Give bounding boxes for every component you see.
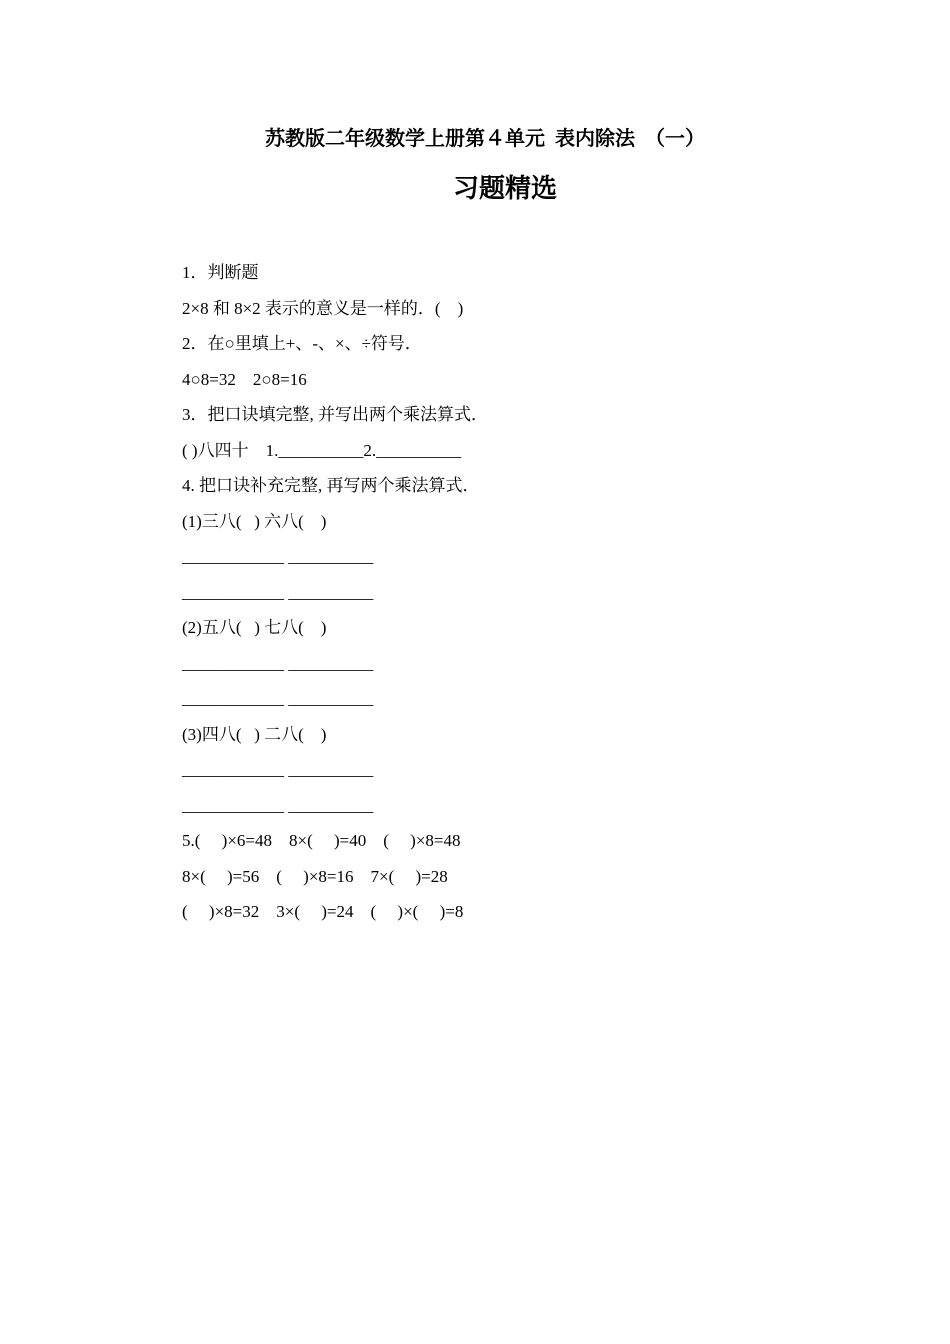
question-5-row-2: 8×( )=56 ( )×8=16 7×( )=28	[182, 866, 448, 886]
question-5-row-1: 5.( )×6=48 8×( )=40 ( )×8=48	[182, 831, 461, 850]
question-2-items: 4○8=32 2○8=16	[182, 369, 307, 389]
question-3-heading: 3．把口诀填完整, 并写出两个乘法算式．	[182, 405, 488, 424]
document-subtitle: 习题精选	[452, 174, 557, 203]
answer-blank-line: ____________ __________	[182, 653, 374, 673]
question-4-part-1: (1)三八( ) 六八( )	[182, 511, 327, 531]
answer-blank-line: ____________ __________	[182, 689, 374, 708]
question-2-heading: 2．在○里填上+、-、×、÷符号．	[182, 334, 422, 353]
question-1-statement: 2×8 和 8×2 表示的意义是一样的．( )	[182, 298, 464, 318]
question-5-row-3: ( )×8=32 3×( )=24 ( )×( )=8	[182, 902, 464, 921]
answer-blank-line: ____________ __________	[182, 582, 374, 602]
exercise-content	[182, 259, 782, 934]
question-4-part-2: (2)五八( ) 七八( )	[182, 618, 327, 637]
answer-blank-line: ____________ __________	[182, 760, 374, 779]
question-3-items: ( )八四十 1.__________2.__________	[182, 440, 462, 460]
answer-blank-line: ____________ __________	[182, 547, 374, 566]
question-4-heading: 4. 把口诀补充完整, 再写两个乘法算式．	[182, 476, 480, 495]
question-1-heading: 1．判断题	[182, 263, 259, 282]
document-title: 苏教版二年级数学上册第４单元 表内除法 （一）	[265, 128, 705, 150]
answer-blank-line: ____________ __________	[182, 795, 374, 815]
question-4-part-3: (3)四八( ) 二八( )	[182, 724, 327, 744]
